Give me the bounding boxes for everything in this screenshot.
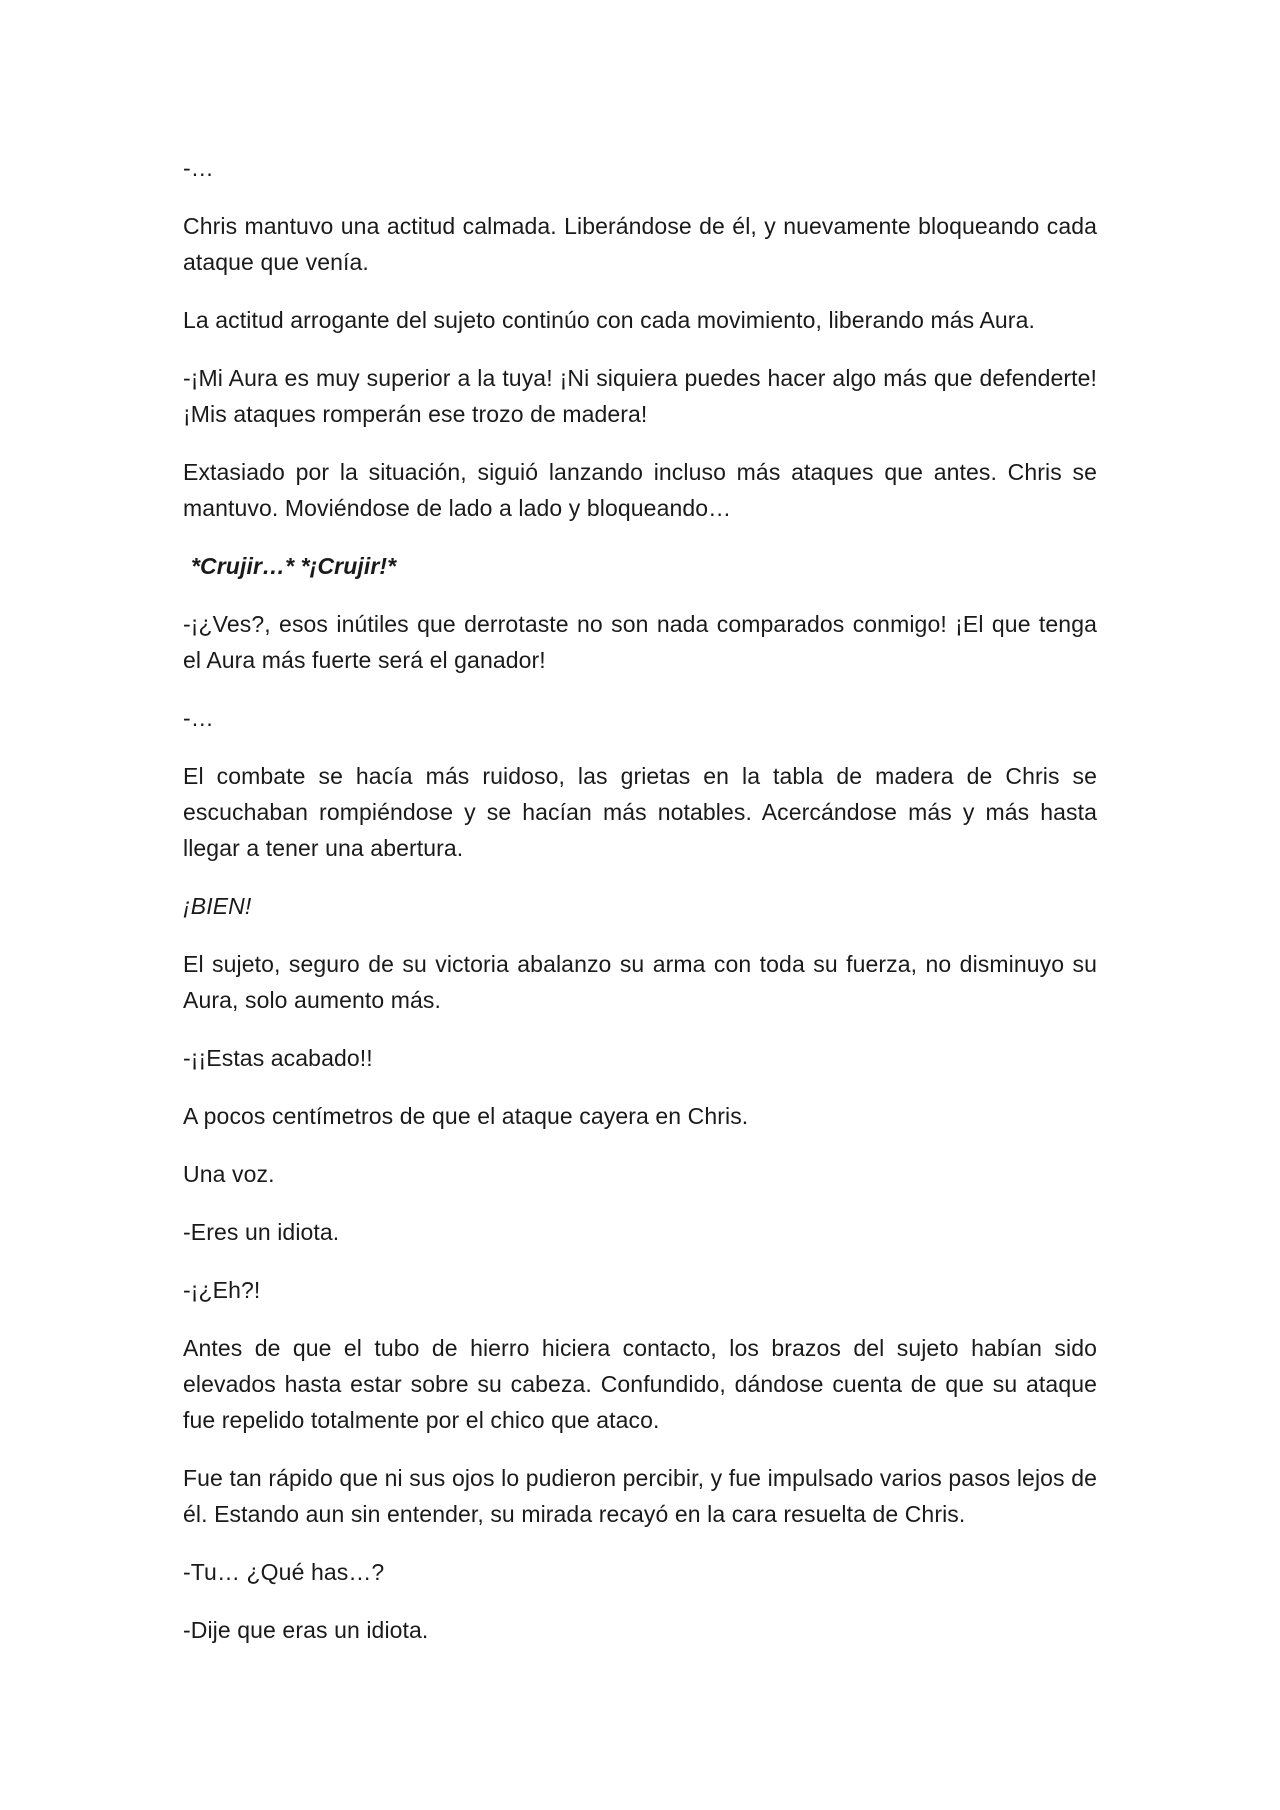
paragraph-8: -… bbox=[183, 705, 214, 731]
paragraph-16: -¡¿Eh?! bbox=[183, 1277, 261, 1303]
paragraph-18: Fue tan rápido que ni sus ojos lo pudieron percibir, y fue impulsado varios pasos lejos de él. Estando aun sin entender, su mirada recayó en la cara resuelta de Chris. bbox=[183, 1465, 1097, 1527]
paragraph-7: -¡¿Ves?, esos inútiles que derrotaste no son nada comparados conmigo! ¡El que tenga el Aura más fuerte será el ganador! bbox=[183, 611, 1097, 673]
paragraph-1: -… bbox=[183, 155, 214, 181]
paragraph-20: -Dije que eras un idiota. bbox=[183, 1617, 429, 1643]
paragraph-19: -Tu… ¿Qué has…? bbox=[183, 1559, 385, 1585]
paragraph-14: Una voz. bbox=[183, 1161, 275, 1187]
sound-effect-crujir: *Crujir…* *¡Crujir!* bbox=[191, 553, 397, 579]
paragraph-13: A pocos centímetros de que el ataque cayera en Chris. bbox=[183, 1103, 749, 1129]
paragraph-11: El sujeto, seguro de su victoria abalanzo su arma con toda su fuerza, no disminuyo su Aura, solo aumento más. bbox=[183, 951, 1097, 1013]
paragraph-15: -Eres un idiota. bbox=[183, 1219, 340, 1245]
thought-bien: ¡BIEN! bbox=[183, 893, 252, 919]
paragraph-2: Chris mantuvo una actitud calmada. Liberándose de él, y nuevamente bloqueando cada ataque que venía. bbox=[183, 213, 1097, 275]
paragraph-3: La actitud arrogante del sujeto continúo con cada movimiento, liberando más Aura. bbox=[183, 307, 1035, 333]
paragraph-4: -¡Mi Aura es muy superior a la tuya! ¡Ni siquiera puedes hacer algo más que defenderte! ¡Mis ataques romperán ese trozo de madera! bbox=[183, 365, 1097, 427]
paragraph-12: -¡¡Estas acabado!! bbox=[183, 1045, 373, 1071]
paragraph-5: Extasiado por la situación, siguió lanzando incluso más ataques que antes. Chris se mantuvo. Moviéndose de lado a lado y bloqueando… bbox=[183, 459, 1097, 521]
paragraph-17: Antes de que el tubo de hierro hiciera contacto, los brazos del sujeto habían sido elevados hasta estar sobre su cabeza. Confundido, dándose cuenta de que su ataque fue repelido totalmente por el chico que ataco. bbox=[183, 1335, 1097, 1433]
paragraph-9: El combate se hacía más ruidoso, las grietas en la tabla de madera de Chris se escuchaban rompiéndose y se hacían más notables. Acercándose más y más hasta llegar a tener una abertura. bbox=[183, 763, 1097, 861]
